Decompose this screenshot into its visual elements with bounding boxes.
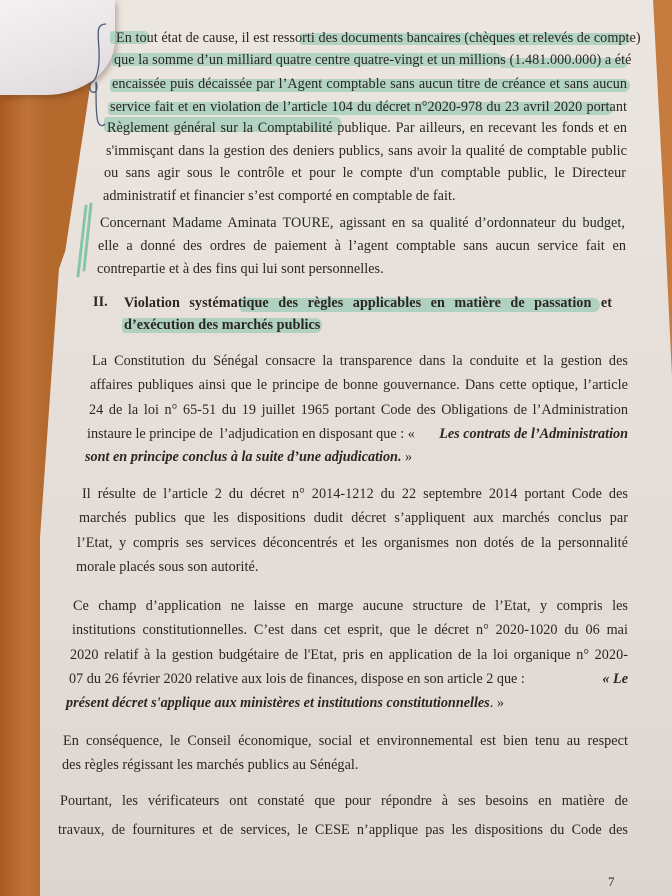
text-span: » (401, 449, 413, 465)
page-number: 7 (608, 874, 615, 889)
text-line: travaux, de fournitures et de services, le CESE n’applique pas les dispositions du Code des (58, 822, 628, 838)
quote-text: Les contrats de l’Administration (439, 426, 628, 442)
section-number: II. (93, 294, 108, 310)
text-span: . » (489, 695, 504, 711)
text-line: encaissée puis décaissée par l’Agent comptable sans aucun titre de créance et sans aucun (112, 76, 627, 92)
text-line (69, 671, 628, 688)
text-line: l’Etat, y compris ses services déconcentrés et les organismes non dotés de la personnalité (77, 535, 628, 551)
text-line: des règles régissant les marchés publics au Sénégal. (62, 757, 359, 773)
text-line: Ce champ d’application ne laisse en marge aucune structure de l’Etat, y compris les (73, 598, 628, 614)
text-line: morale placés sous son autorité. (76, 559, 259, 575)
text-span: instaure le principe de l’adjudication en disposant que : « (87, 426, 419, 442)
quote-text: présent décret s'applique aux ministères et institutions constitutionnelles (66, 695, 490, 711)
text-line (66, 695, 504, 712)
text-line: service fait et en violation de l’article 104 du décret n°2020-978 du 23 avril 2020 portant (110, 99, 627, 115)
text-line: ou sans agir sous le contrôle et pour le compte d'un comptable public, le Directeur (104, 165, 626, 181)
text-line: Pourtant, les vérificateurs ont constaté que pour répondre à ses besoins en matière de (60, 793, 628, 809)
text-line: affaires publiques ainsi que le principe de bonne gouvernance. Dans cette optique, l’article (90, 377, 628, 393)
text-line: Il résulte de l’article 2 du décret n° 2014-1212 du 22 septembre 2014 portant Code des (82, 486, 628, 502)
text-line: marchés publics que les dispositions dudit décret s’appliquent aux marchés conclus par (79, 510, 628, 526)
text-line: En tout état de cause, il est ressorti des documents bancaires (chèques et relevés de compte) (116, 30, 641, 46)
text-line: Concernant Madame Aminata TOURE, agissant en sa qualité d’ordonnateur du budget, (100, 215, 625, 231)
text-line: La Constitution du Sénégal consacre la transparence dans la conduite et la gestion des (92, 353, 628, 369)
section-heading: Violation systématique des règles applicables en matière de passation et (124, 295, 612, 311)
text-line: Règlement général sur la Comptabilité publique. Par ailleurs, en recevant les fonds et en (107, 120, 627, 136)
quote-text: « Le (602, 671, 628, 687)
text-line: institutions constitutionnelles. C’est dans cet esprit, que le décret n° 2020-1020 du 06 mai (72, 622, 628, 638)
text-line: contrepartie et à des fins qui lui sont personnelles. (97, 261, 384, 277)
text-span: 07 du 26 février 2020 relative aux lois de finances, dispose en son article 2 que : (69, 671, 529, 687)
section-heading: d’exécution des marchés publics (124, 317, 321, 333)
text-line: que la somme d’un milliard quatre centre quatre-vingt et un millions (1.481.000.000) a été (114, 52, 632, 68)
text-line (87, 426, 628, 443)
quote-text: sont en principe conclus à la suite d’une adjudication. (85, 449, 402, 465)
text-line: elle a donné des ordres de paiement à l’agent comptable sans aucun service fait en (98, 238, 626, 254)
text-line: En conséquence, le Conseil économique, social et environnemental est bien tenu au respect (63, 733, 628, 749)
text-line: s'immisçant dans la gestion des deniers publics, sans avoir la qualité de comptable public (106, 143, 627, 159)
text-line: administratif et financier s’est comporté en comptable de fait. (103, 188, 456, 204)
text-line (85, 449, 412, 466)
text-line: 24 de la loi n° 65-51 du 19 juillet 1965 portant Code des Obligations de l’Administration (89, 402, 628, 418)
text-line: 2020 relatif à la gestion budgétaire de l'Etat, pris en application de la loi organique n° 2020- (70, 647, 628, 663)
